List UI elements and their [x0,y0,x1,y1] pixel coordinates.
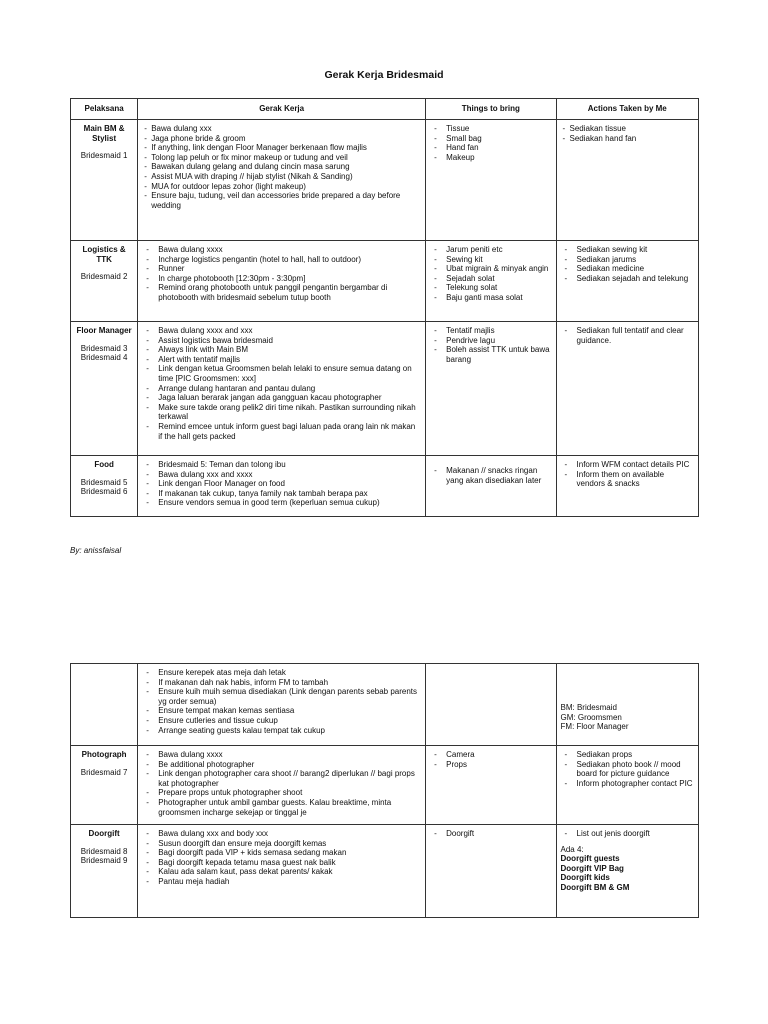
doorgift-type: Doorgift BM & GM [560,882,630,892]
doorgift-type: Doorgift VIP Bag [560,863,624,873]
list-item: - Tissue [430,124,551,134]
list-item: - Be additional photographer [142,760,421,770]
things-cell [426,241,556,322]
role-name: Doorgift [88,829,120,838]
bridesmaid-label: Bridesmaid 6 [80,487,128,497]
bridesmaid-list [75,344,133,363]
list-item: - Boleh assist TTK untuk bawa barang [430,345,551,364]
list-item: - Prepare props untuk photographer shoot [142,788,421,798]
bullet-list [430,466,551,485]
gerak-kerja-cell [138,746,426,825]
bridesmaid-list [75,272,133,282]
bullet-list [561,124,694,143]
abbreviation-legend [561,703,694,732]
role-name: Floor Manager [76,326,132,335]
gerak-kerja-cell [138,456,426,517]
list-item: - Hand fan [430,143,551,153]
list-item: - Sediakan sejadah and telekung [561,274,694,284]
bullet-list [561,750,694,788]
document-title: Gerak Kerja Bridesmaid [324,69,444,81]
things-cell [426,456,556,517]
list-item: - Inform them on available vendors & snacks [561,470,694,489]
list-item: - Link dengan Floor Manager on food [142,479,421,489]
bullet-list [142,750,421,817]
list-item: - Props [430,760,551,770]
list-item: - Doorgift [430,829,551,839]
list-item: - Baju ganti masa solat [430,293,551,303]
list-item: - MUA for outdoor lepas zohor (light makeup) [142,182,421,192]
role-name: Food [94,460,114,469]
list-item: - Photographer untuk ambil gambar guests. Kalau breaktime, minta groomsmen incharge sekejap or tinggal je [142,798,421,817]
bridesmaid-label: Bridesmaid 8 [80,846,128,856]
role-name: Photograph [81,750,127,759]
list-item: - Tentatif majlis [430,326,551,336]
list-item: - List out jenis doorgift [561,829,694,839]
list-item: - Camera [430,750,551,760]
bullet-list [430,829,551,839]
role-name: Main BM & Stylist [83,124,125,143]
table-row [71,241,699,322]
actions-cell [556,241,698,322]
role-name: Logistics & TTK [82,245,126,264]
things-cell [426,746,556,825]
things-cell [426,120,556,241]
list-item: - Bawa dulang xxxx and xxx [142,326,421,336]
bridesmaid-list [75,847,133,866]
table-row [71,664,699,746]
gerak-kerja-cell [138,322,426,456]
table-row [71,746,699,825]
list-item: - Kalau ada salam kaut, pass dekat parents/ kakak [142,867,421,877]
pelaksana-cell [71,664,138,746]
doorgift-type: Doorgift kids [560,873,610,883]
bridesmaid-list [75,478,133,497]
bullet-list [561,245,694,283]
bullet-list [142,829,421,887]
list-item: - Remind emcee untuk inform guest bagi laluan pada orang lain nk makan if the hall gets packed [142,422,421,441]
list-item: - Bawa dulang xxxx [142,245,421,255]
doorgift-type: Doorgift guests [560,854,620,864]
list-item: - If anything, link dengan Floor Manager berkenaan flow majlis [142,143,421,153]
actions-cell [556,825,698,918]
pelaksana-cell [71,322,138,456]
bridesmaid-label: Bridesmaid 1 [80,151,128,161]
table-row [71,456,699,517]
list-item: - Sediakan props [561,750,694,760]
bullet-list [561,326,694,345]
list-item: - Remind orang photobooth untuk panggil pengantin bergambar di photobooth with bridesmaid sebelum tutup booth [142,283,421,302]
bullet-list [561,829,694,839]
bullet-list [430,750,551,769]
header-gerak-kerja: Gerak Kerja [138,99,426,120]
list-item: - Inform photographer contact PIC [561,779,694,789]
bullet-list [430,124,551,162]
pelaksana-cell [71,746,138,825]
gerak-kerja-cell [138,241,426,322]
legend-entry: FM: Floor Manager [560,722,629,732]
list-item: - Bridesmaid 5: Teman dan tolong ibu [142,460,421,470]
legend-entry: GM: Groomsmen [560,712,622,722]
pelaksana-cell [71,120,138,241]
list-item: - Bagi doorgift pada VIP + kids semasa sedang makan [142,848,421,858]
list-item: - Bawa dulang xxx and xxxx [142,470,421,480]
list-item: - Assist MUA with draping // hijab stylist (Nikah & Sanding) [142,172,421,182]
bridesmaid-label: Bridesmaid 4 [80,353,128,363]
doorgift-count-label: Ada 4: [560,844,584,854]
table-row [71,120,699,241]
actions-cell [556,664,698,746]
header-actions-taken: Actions Taken by Me [556,99,698,120]
list-item: - Tolong lap peluh or fix minor makeup or tudung and veil [142,153,421,163]
list-item: - Pantau meja hadiah [142,877,421,887]
header-pelaksana: Pelaksana [71,99,138,120]
list-item: - Jaga phone bride & groom [142,134,421,144]
bullet-list [561,460,694,489]
bridesmaid-list [75,768,133,778]
bridesmaid-label: Bridesmaid 7 [80,767,128,777]
list-item: - Makeup [430,153,551,163]
list-item: - Susun doorgift dan ensure meja doorgift kemas [142,839,421,849]
table-header-row [71,99,699,120]
list-item: - Sediakan hand fan [561,134,694,144]
list-item: - Makanan // snacks ringan yang akan disediakan later [430,466,551,485]
list-item: - Ensure tempat makan kemas sentiasa [142,706,421,716]
list-item: - If makanan dah nak habis, inform FM to tambah [142,678,421,688]
list-item: - Sediakan sewing kit [561,245,694,255]
legend-entry: BM: Bridesmaid [560,703,617,712]
bullet-list [142,245,421,303]
list-item: - Sediakan medicine [561,264,694,274]
table-row [71,322,699,456]
task-list [142,668,421,735]
list-item: - Link dengan ketua Groomsmen belah lelaki to ensure semua datang on time [PIC Groomsmen: xxx] [142,364,421,383]
things-cell [426,664,556,746]
actions-cell [556,322,698,456]
list-item: - Ensure vendors semua in good term (keperluan semua cukup) [142,498,421,508]
list-item: - Pendrive lagu [430,336,551,346]
list-item: - Ubat migrain & minyak angin [430,264,551,274]
list-item: - Ensure kerepek atas meja dah letak [142,668,421,678]
actions-cell [556,746,698,825]
list-item: - Sediakan full tentatif and clear guidance. [561,326,694,345]
bullet-list [430,245,551,303]
list-item: - Sewing kit [430,255,551,265]
list-item: - Sejadah solat [430,274,551,284]
bullet-list [430,326,551,364]
gerak-kerja-cell [138,664,426,746]
list-item: - Bawa dulang xxx and body xxx [142,829,421,839]
byline: By: anissfaisal [70,546,122,555]
list-item: - Telekung solat [430,283,551,293]
list-item: - Link dengan photographer cara shoot // barang2 diperlukan // bagi props kat photographer [142,769,421,788]
list-item: - Inform WFM contact details PIC [561,460,694,470]
list-item: - Jarum peniti etc [430,245,551,255]
bridesmaid-label: Bridesmaid 9 [80,856,128,866]
actions-cell [556,120,698,241]
list-item: - Sediakan jarums [561,255,694,265]
list-item: - Ensure cutleries and tissue cukup [142,716,421,726]
list-item: - Make sure takde orang pelik2 diri time nikah. Pastikan surrounding nikah terkawal [142,403,421,422]
list-item: - If makanan tak cukup, tanya family nak tambah berapa pax [142,489,421,499]
list-item: - Runner [142,264,421,274]
gerak-kerja-cell [138,825,426,918]
list-item: - Alert with tentatif majlis [142,355,421,365]
list-item: - Bawa dulang xxx [142,124,421,134]
things-cell [426,825,556,918]
actions-cell [556,456,698,517]
list-item: - Ensure kuih muih semua disediakan (Link dengan parents sebab parents yg order semua) [142,687,421,706]
bullet-list [142,124,421,210]
bridesmaid-list [75,151,133,161]
gerak-kerja-cell [138,120,426,241]
list-item: - Small bag [430,134,551,144]
bullet-list [142,460,421,508]
list-item: - Assist logistics bawa bridesmaid [142,336,421,346]
list-item: - Bawakan dulang gelang and dulang cincin masa sarung [142,162,421,172]
pelaksana-cell [71,241,138,322]
list-item: - Incharge logistics pengantin (hotel to hall, hall to outdoor) [142,255,421,265]
bullet-list [142,326,421,441]
header-things-to-bring: Things to bring [426,99,556,120]
list-item: - Jaga laluan berarak jangan ada gangguan kacau photographer [142,393,421,403]
list-item: - Always link with Main BM [142,345,421,355]
task-table [70,98,699,517]
table-row [71,825,699,918]
list-item: - Sediakan tissue [561,124,694,134]
list-item: - In charge photobooth [12:30pm - 3:30pm] [142,274,421,284]
list-item: - Arrange dulang hantaran and pantau dulang [142,384,421,394]
list-item: - Ensure baju, tudung, veil dan accessories bride prepared a day before wedding [142,191,421,210]
task-table-continued [70,663,699,918]
bridesmaid-label: Bridesmaid 3 [80,343,128,353]
pelaksana-cell [71,456,138,517]
list-item: - Sediakan photo book // mood board for picture guidance [561,760,694,779]
pelaksana-cell [71,825,138,918]
list-item: - Bagi doorgift kepada tetamu masa guest nak balik [142,858,421,868]
things-cell [426,322,556,456]
list-item: - Bawa dulang xxxx [142,750,421,760]
bridesmaid-label: Bridesmaid 2 [80,272,128,282]
list-item: - Arrange seating guests kalau tempat tak cukup [142,726,421,736]
bridesmaid-label: Bridesmaid 5 [80,477,128,487]
